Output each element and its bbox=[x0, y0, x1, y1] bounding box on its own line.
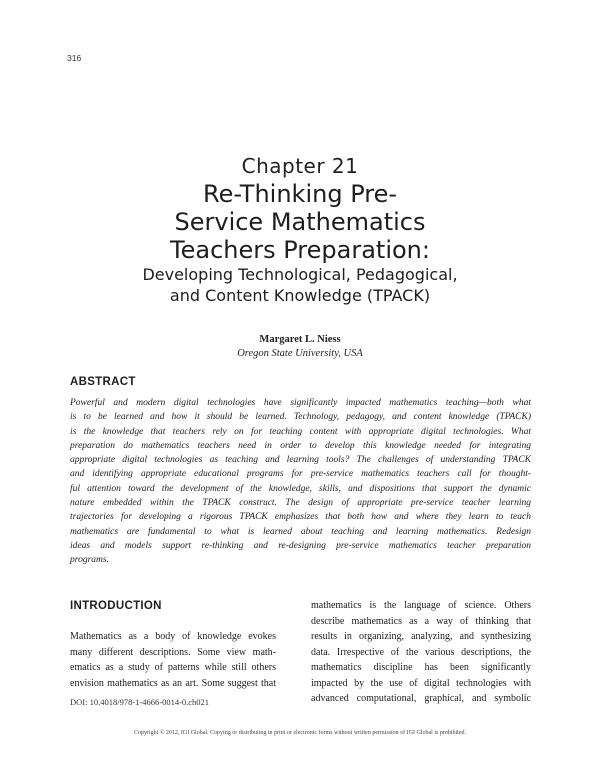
body-line: describe mathematics as a way of thinking that bbox=[311, 615, 531, 627]
body-line: ematics as a study of patterns while still others bbox=[70, 662, 276, 673]
abstract-line: preparation do mathematics teachers need in order to develop this knowledge needed for integrating bbox=[70, 440, 531, 451]
body-line: many different descriptions. Some view math- bbox=[70, 646, 276, 658]
introduction-left-column bbox=[70, 629, 276, 691]
introduction-right-column bbox=[311, 598, 531, 707]
introduction-heading: INTRODUCTION bbox=[70, 600, 162, 612]
author-name: Margaret L. Niess bbox=[259, 334, 341, 345]
abstract-line: Powerful and modern digital technologies have significantly impacted mathematics teaching—both what bbox=[70, 398, 531, 408]
chapter-title bbox=[0, 180, 600, 264]
author-affiliation: Oregon State University, USA bbox=[237, 348, 363, 359]
chapter-subtitle bbox=[0, 264, 600, 306]
body-line: results in organizing, analyzing, and synthesizing bbox=[311, 631, 531, 642]
body-line: impacted by the use of digital technologies with bbox=[311, 677, 531, 689]
abstract-line: appropriate digital technologies as teaching and learning tools? The challenges of understanding TPACK bbox=[70, 455, 531, 466]
body-line: Mathematics as a body of knowledge evokes bbox=[70, 631, 276, 642]
body-line: data. Irrespective of the various descriptions, the bbox=[311, 646, 531, 658]
abstract-line: programs. bbox=[70, 555, 109, 566]
abstract-body bbox=[70, 396, 531, 568]
doi: DOI: 10.4018/978-1-4666-0014-0.ch021 bbox=[70, 697, 210, 707]
body-line: mathematics is the language of science. Others bbox=[311, 600, 531, 611]
body-line: mathematics discipline has been significantly bbox=[311, 662, 531, 673]
body-line: advanced computational, graphical, and symbolic bbox=[311, 693, 531, 704]
copyright-notice: Copyright © 2012, IGI Global. Copying or distributing in print or electronic forms without written permission of IGI Global is prohibited. bbox=[133, 730, 466, 736]
abstract-line: mathematics are fundamental to what is learned about teaching and learning mathematics. Redesign bbox=[70, 526, 531, 537]
abstract-line: ideas and models support re-thinking and re-designing pre-service mathematics teacher preparation bbox=[70, 540, 531, 551]
subtitle-line: Developing Technological, Pedagogical, bbox=[142, 265, 458, 284]
title-line: Re-Thinking Pre- bbox=[202, 180, 398, 208]
abstract-line: is to be learned and how it should be learned. Technology, pedagogy, and content knowledge (TPACK) bbox=[70, 412, 531, 423]
subtitle-line: and Content Knowledge (TPACK) bbox=[169, 286, 431, 305]
page-number: 316 bbox=[67, 53, 82, 63]
chapter-label: Chapter 21 bbox=[241, 154, 359, 178]
abstract-line: nature embedded within the TPACK construct. The design of appropriate pre-service teacher learning bbox=[70, 498, 531, 509]
title-line: Teachers Preparation: bbox=[170, 236, 430, 264]
title-line: Service Mathematics bbox=[174, 208, 426, 236]
body-line: envision mathematics as an art. Some suggest that bbox=[70, 677, 276, 689]
abstract-line: trajectories for developing a rigorous TPACK emphasizes that both how and where they learn to teach bbox=[70, 512, 531, 523]
abstract-line: and identifying appropriate educational programs for pre-service mathematics teachers call for thought- bbox=[70, 469, 531, 480]
abstract-heading: ABSTRACT bbox=[70, 376, 136, 388]
abstract-line: is the knowledge that teachers rely on for teaching content with appropriate digital technologies. What bbox=[70, 426, 531, 437]
abstract-line: ful attention toward the development of the knowledge, skills, and dispositions that support the dynamic bbox=[70, 483, 531, 494]
